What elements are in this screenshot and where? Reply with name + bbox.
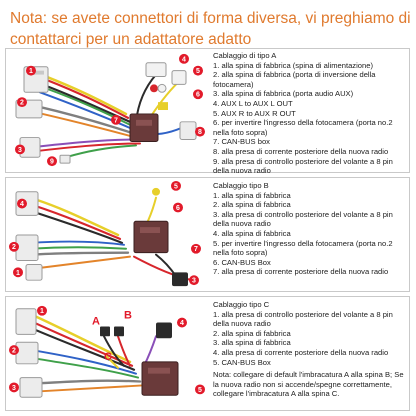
harness-c-item-2: 2. alla spina di fabbrica: [213, 328, 291, 338]
harness-b-item-5: 5. per invertire l'ingresso della fotocamera (porta no.2 nella foto sopra): [213, 238, 393, 258]
harness-a-item-2: 2. alla spina di fabbrica (porta di inversione della fotocamera): [213, 70, 376, 89]
callout-b-3: 3: [192, 277, 196, 285]
harness-c-illustration: [6, 297, 211, 410]
harness-b-item-4: 4. alla spina di fabbrica: [213, 228, 291, 238]
plug-label-a: A: [92, 315, 100, 328]
header-line-1: Nota: se avete connettori di forma diversa, vi preghiamo di: [10, 10, 411, 27]
harness-a-photo: [6, 49, 211, 172]
callout-c-1: 1: [40, 308, 44, 316]
callout-b-2: 2: [12, 244, 16, 252]
harness-panel-b: [5, 177, 410, 292]
harness-c-item-1: 1. alla presa di controllo posteriore del volante a 8 pin della nuova radio: [213, 309, 393, 329]
callout-b-5: 5: [174, 183, 178, 191]
callout-a-4: 4: [182, 56, 186, 64]
harness-a-description: [213, 51, 410, 176]
callout-a-6: 6: [196, 91, 200, 99]
harness-b-photo: [6, 178, 211, 291]
callout-c-5: 5: [198, 386, 202, 394]
callout-c-4: 4: [180, 320, 184, 327]
harness-b-illustration: [6, 178, 211, 291]
harness-b-item-7: 7. alla presa di corrente posteriore della nuova radio: [213, 267, 389, 277]
harness-a-item-3: 3. alla spina di fabbrica (porta audio AUX): [213, 89, 354, 99]
harness-a-item-5: 5. AUX R to AUX R OUT: [213, 108, 296, 118]
callout-b-6: 6: [176, 204, 180, 212]
harness-a-item-9: 9. alla presa di controllo posteriore del volante a 8 pin della nuova radio: [213, 156, 393, 176]
plug-label-b: B: [124, 309, 132, 322]
harness-a-item-6: 6. per invertire l'ingresso della fotocamera (porta no.2 nella foto sopra): [213, 118, 393, 137]
harness-b-item-3: 3. alla presa di controllo posteriore del volante a 8 pin della nuova radio: [213, 209, 393, 229]
harness-c-title: Cablaggio tipo C: [213, 300, 270, 309]
callout-a-9: 9: [50, 158, 54, 166]
callout-c-2: 2: [12, 347, 16, 355]
callout-b-1: 1: [16, 269, 20, 277]
callout-a-1: 1: [29, 68, 33, 76]
harness-a-item-7: 7. CAN-BUS box: [213, 137, 270, 147]
callout-c-3: 3: [12, 384, 16, 392]
harness-c-item-5: 5. CAN-BUS Box: [213, 357, 271, 367]
harness-b-item-2: 2. alla spina di fabbrica: [213, 200, 291, 210]
harness-c-note: Nota: collegare di default l'imbracatura A alla spina B; Se la nuova radio non si accende/spegne correttamente, collegare l'imbracatura A alla spina C.: [213, 370, 404, 399]
harness-panel-c: [5, 296, 410, 411]
harness-panel-a: [5, 48, 410, 176]
harness-b-description: [213, 181, 410, 277]
callout-a-7: 7: [114, 117, 118, 125]
header-line-2: contattarci per un adattatore adatto: [10, 31, 252, 48]
harness-b-item-6: 6. CAN-BUS Box: [213, 257, 271, 267]
callout-b-4: 4: [20, 201, 24, 208]
harness-b-title: Cablaggio tipo B: [213, 181, 269, 190]
harness-a-item-1: 1. alla spina di fabbrica (spina di alimentazione): [213, 60, 373, 70]
callout-b-7: 7: [194, 246, 198, 254]
callout-a-3: 3: [18, 146, 22, 154]
harness-a-illustration: [6, 49, 211, 172]
harness-a-title: Cablaggio di tipo A: [213, 51, 277, 60]
harness-c-item-3: 3. alla spina di fabbrica: [213, 338, 291, 348]
header-note: [10, 8, 410, 50]
harness-c-item-4: 4. alla presa di corrente posteriore della nuova radio: [213, 347, 389, 357]
harness-a-item-4: 4. AUX L to AUX L OUT: [213, 98, 293, 108]
harness-c-description: [213, 300, 410, 399]
harness-a-item-8: 8. alla presa di corrente posteriore della nuova radio: [213, 146, 389, 156]
callout-a-2: 2: [20, 99, 24, 107]
plug-label-c: C: [104, 350, 112, 363]
callout-a-5: 5: [196, 68, 200, 76]
callout-a-8: 8: [198, 129, 202, 137]
harness-b-item-1: 1. alla spina di fabbrica: [213, 190, 291, 200]
harness-c-photo: [6, 297, 211, 410]
